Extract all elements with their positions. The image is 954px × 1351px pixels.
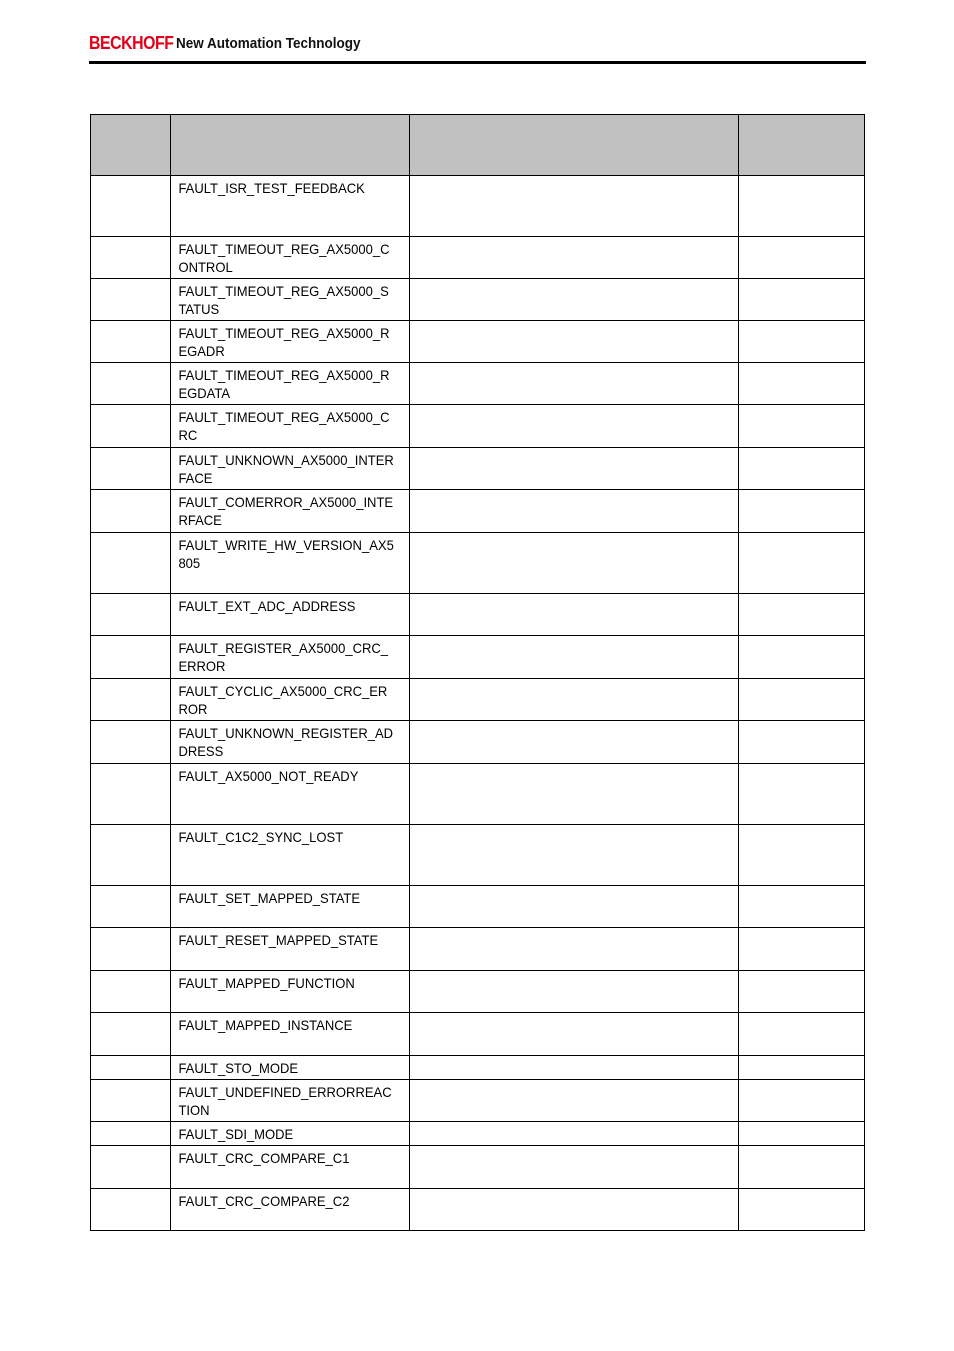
- fault-name: [171, 1122, 409, 1143]
- table-cell: [91, 825, 171, 886]
- fault-name-cell: [171, 1122, 410, 1146]
- table-cell: [91, 764, 171, 825]
- fault-name: [171, 279, 409, 318]
- table-cell: [91, 405, 171, 448]
- fault-name-line: FAULT_TIMEOUT_REG_AX5000_C: [178, 409, 390, 425]
- table-row: [91, 764, 865, 825]
- table-cell: [410, 237, 739, 279]
- table-cell: [739, 928, 865, 971]
- table-cell: [91, 636, 171, 679]
- fault-name-cell: [171, 279, 410, 321]
- table-cell: [410, 1122, 739, 1146]
- table-cell: [410, 594, 739, 636]
- fault-name-line: FAULT_TIMEOUT_REG_AX5000_R: [178, 325, 390, 341]
- table-row: [91, 886, 865, 928]
- beckhoff-logo: BECKHOFF: [89, 33, 174, 53]
- fault-name-cell: [171, 237, 410, 279]
- fault-name-cell: [171, 825, 410, 886]
- table-cell: [410, 1056, 739, 1080]
- fault-name: [171, 636, 409, 675]
- table-cell: [91, 363, 171, 405]
- table-row: [91, 176, 865, 237]
- table-cell: [410, 448, 739, 490]
- table-cell: [739, 971, 865, 1013]
- table-cell: [410, 176, 739, 237]
- table-cell: [410, 721, 739, 764]
- fault-name-cell: [171, 321, 410, 363]
- table-row: [91, 971, 865, 1013]
- fault-name-cell: [171, 1013, 410, 1056]
- table-cell: [739, 176, 865, 237]
- table-cell: [739, 448, 865, 490]
- fault-name-line: FAULT_UNKNOWN_REGISTER_AD: [178, 725, 394, 741]
- table-row: [91, 1122, 865, 1146]
- table-cell: [739, 533, 865, 594]
- table-cell: [91, 1080, 171, 1122]
- fault-name-cell: [171, 636, 410, 679]
- table-cell: [739, 1013, 865, 1056]
- header-cell: [739, 115, 865, 176]
- table-cell: [739, 886, 865, 928]
- fault-name-line: FAULT_AX5000_NOT_READY: [178, 768, 359, 784]
- table-cell: [410, 533, 739, 594]
- table-cell: [739, 594, 865, 636]
- fault-name-cell: [171, 594, 410, 636]
- fault-name-line: FAULT_EXT_ADC_ADDRESS: [178, 598, 356, 614]
- fault-name-cell: [171, 971, 410, 1013]
- fault-name: [171, 237, 409, 276]
- fault-name-cell: [171, 1056, 410, 1080]
- table-row: [91, 1146, 865, 1189]
- table-cell: [91, 971, 171, 1013]
- fault-name-line: FAULT_TIMEOUT_REG_AX5000_S: [178, 283, 389, 299]
- fault-name-line: FAULT_TIMEOUT_REG_AX5000_R: [178, 367, 390, 383]
- table-cell: [739, 1056, 865, 1080]
- table-row: [91, 448, 865, 490]
- table-cell: [91, 886, 171, 928]
- fault-name-line: RC: [178, 427, 198, 443]
- table-row: [91, 405, 865, 448]
- table-cell: [739, 636, 865, 679]
- fault-name-line: FAULT_WRITE_HW_VERSION_AX5: [178, 537, 394, 553]
- header-tagline: New Automation Technology: [176, 35, 361, 52]
- header-cell: [410, 115, 739, 176]
- fault-name: [171, 1189, 409, 1210]
- fault-name-cell: [171, 928, 410, 971]
- table-row: [91, 237, 865, 279]
- table-cell: [91, 448, 171, 490]
- fault-name-cell: [171, 533, 410, 594]
- fault-name-line: FAULT_SET_MAPPED_STATE: [178, 890, 361, 906]
- fault-name: [171, 594, 409, 615]
- fault-name-cell: [171, 363, 410, 405]
- table-header-row: [91, 115, 865, 176]
- table-cell: [91, 1056, 171, 1080]
- fault-name-line: FAULT_MAPPED_FUNCTION: [178, 975, 355, 991]
- fault-name: [171, 825, 409, 846]
- table-row: [91, 279, 865, 321]
- fault-name-line: FACE: [178, 470, 213, 486]
- table-cell: [91, 594, 171, 636]
- fault-name-line: FAULT_CRC_COMPARE_C1: [178, 1150, 350, 1166]
- table-cell: [739, 279, 865, 321]
- fault-name-line: FAULT_UNKNOWN_AX5000_INTER: [178, 452, 394, 468]
- page-header: [89, 30, 866, 65]
- fault-name: [171, 721, 409, 760]
- fault-name-line: RFACE: [178, 512, 222, 528]
- fault-name-line: FAULT_SDI_MODE: [178, 1126, 294, 1142]
- table-cell: [410, 1189, 739, 1231]
- table-row: [91, 490, 865, 533]
- table-cell: [91, 721, 171, 764]
- fault-name-line: FAULT_COMERROR_AX5000_INTE: [178, 494, 394, 510]
- fault-name: [171, 363, 409, 402]
- table-row: [91, 1189, 865, 1231]
- table-row: [91, 679, 865, 721]
- table-cell: [739, 1080, 865, 1122]
- table-cell: [410, 363, 739, 405]
- fault-name-line: FAULT_RESET_MAPPED_STATE: [178, 932, 379, 948]
- header-rule: [89, 61, 866, 64]
- fault-name-line: FAULT_REGISTER_AX5000_CRC_: [178, 640, 389, 656]
- table-cell: [410, 490, 739, 533]
- fault-name-cell: [171, 721, 410, 764]
- table-cell: [91, 237, 171, 279]
- fault-name-line: FAULT_CYCLIC_AX5000_CRC_ER: [178, 683, 388, 699]
- table-cell: [410, 321, 739, 363]
- table-cell: [91, 176, 171, 237]
- fault-name-cell: [171, 886, 410, 928]
- table-cell: [739, 321, 865, 363]
- table-cell: [410, 971, 739, 1013]
- table-cell: [410, 1080, 739, 1122]
- fault-name-cell: [171, 405, 410, 448]
- table-row: [91, 1056, 865, 1080]
- table-cell: [91, 533, 171, 594]
- header-cell: [91, 115, 171, 176]
- table-cell: [410, 405, 739, 448]
- table-cell: [739, 363, 865, 405]
- fault-name-cell: [171, 448, 410, 490]
- fault-name-cell: [171, 764, 410, 825]
- table-cell: [410, 928, 739, 971]
- fault-name-line: FAULT_C1C2_SYNC_LOST: [178, 829, 344, 845]
- table-cell: [91, 1146, 171, 1189]
- table-cell: [410, 886, 739, 928]
- table-cell: [91, 490, 171, 533]
- fault-name: [171, 1146, 409, 1167]
- fault-name: [171, 679, 409, 718]
- fault-name: [171, 928, 409, 949]
- table-cell: [410, 279, 739, 321]
- table-cell: [91, 1013, 171, 1056]
- fault-name-line: 805: [178, 555, 201, 571]
- table-cell: [739, 405, 865, 448]
- fault-name-line: FAULT_CRC_COMPARE_C2: [178, 1193, 350, 1209]
- table-cell: [410, 679, 739, 721]
- table-cell: [91, 321, 171, 363]
- fault-name-line: ROR: [178, 701, 208, 717]
- table-cell: [739, 237, 865, 279]
- fault-name-cell: [171, 490, 410, 533]
- fault-name: [171, 533, 409, 572]
- table-row: [91, 825, 865, 886]
- fault-name: [171, 490, 409, 529]
- table-row: [91, 1013, 865, 1056]
- table-body: [91, 176, 865, 1231]
- header-cell: [171, 115, 410, 176]
- table-cell: [91, 1189, 171, 1231]
- table-cell: [739, 490, 865, 533]
- table-row: [91, 321, 865, 363]
- table-row: [91, 363, 865, 405]
- table-row: [91, 594, 865, 636]
- fault-name-line: EGADR: [178, 343, 225, 359]
- fault-name-line: FAULT_UNDEFINED_ERRORREAC: [178, 1084, 392, 1100]
- fault-name: [171, 176, 409, 197]
- fault-name: [171, 448, 409, 487]
- table-cell: [739, 825, 865, 886]
- table-row: [91, 533, 865, 594]
- fault-name: [171, 971, 409, 992]
- fault-name: [171, 405, 409, 444]
- table-row: [91, 721, 865, 764]
- table-row: [91, 928, 865, 971]
- fault-name-cell: [171, 1146, 410, 1189]
- fault-name-cell: [171, 1080, 410, 1122]
- fault-name-line: TATUS: [178, 301, 220, 317]
- table-cell: [91, 679, 171, 721]
- table-cell: [410, 1146, 739, 1189]
- table-cell: [410, 1013, 739, 1056]
- fault-name-line: FAULT_STO_MODE: [178, 1060, 299, 1076]
- table-cell: [91, 279, 171, 321]
- table-cell: [410, 636, 739, 679]
- table-cell: [739, 1189, 865, 1231]
- table-row: [91, 1080, 865, 1122]
- fault-name-cell: [171, 176, 410, 237]
- fault-name-cell: [171, 1189, 410, 1231]
- fault-name: [171, 1056, 409, 1077]
- fault-name: [171, 321, 409, 360]
- fault-name-cell: [171, 679, 410, 721]
- table-cell: [739, 764, 865, 825]
- fault-name-line: FAULT_MAPPED_INSTANCE: [178, 1017, 353, 1033]
- fault-name-line: EGDATA: [178, 385, 231, 401]
- table-cell: [410, 825, 739, 886]
- fault-name: [171, 1080, 409, 1119]
- fault-name-line: TION: [178, 1102, 210, 1118]
- fault-name: [171, 886, 409, 907]
- fault-name-line: FAULT_ISR_TEST_FEEDBACK: [178, 180, 365, 196]
- table-row: [91, 636, 865, 679]
- table-cell: [739, 721, 865, 764]
- fault-name-line: ERROR: [178, 658, 226, 674]
- table-cell: [91, 1122, 171, 1146]
- table-cell: [739, 1146, 865, 1189]
- fault-table: [90, 114, 865, 1231]
- fault-name-line: ONTROL: [178, 259, 233, 275]
- table-cell: [739, 1122, 865, 1146]
- fault-name-line: DRESS: [178, 743, 224, 759]
- fault-name: [171, 764, 409, 785]
- table-cell: [91, 928, 171, 971]
- fault-name: [171, 1013, 409, 1034]
- table-cell: [739, 679, 865, 721]
- table-cell: [410, 764, 739, 825]
- fault-name-line: FAULT_TIMEOUT_REG_AX5000_C: [178, 241, 390, 257]
